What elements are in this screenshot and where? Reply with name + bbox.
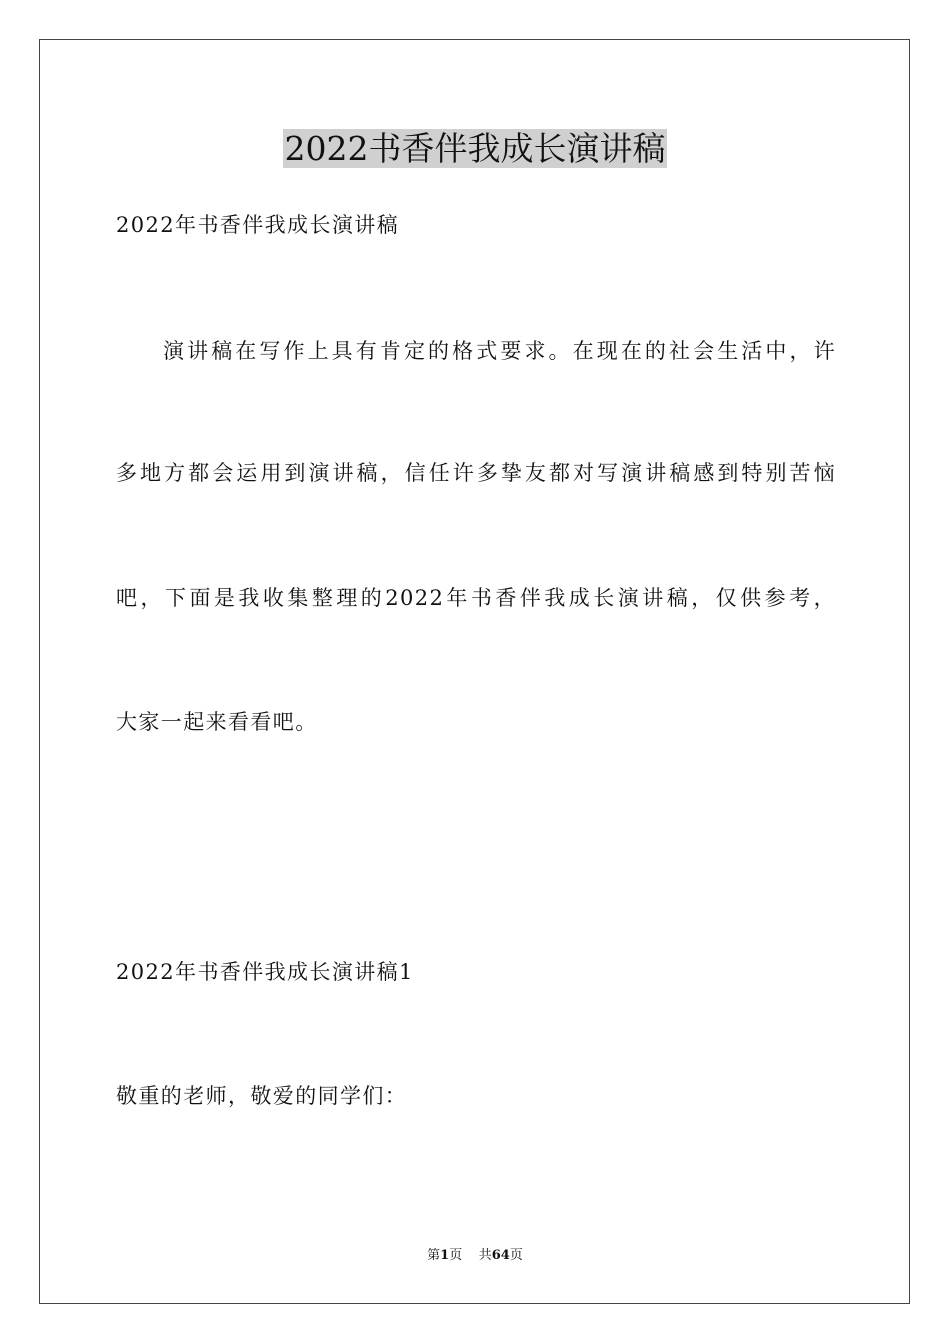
paragraph-line-3: 吧，下面是我收集整理的2022年书香伴我成长演讲稿，仅供参考， (116, 586, 836, 610)
footer-page-unit: 页 (449, 1248, 463, 1263)
footer-page-number: 1 (440, 1248, 450, 1263)
paragraph-line-4: 大家一起来看看吧。 (116, 710, 318, 734)
document-title (0, 128, 950, 170)
footer-page-prefix: 第 (427, 1248, 441, 1263)
paragraph-line-2: 多地方都会运用到演讲稿，信任许多挚友都对写演讲稿感到特别苦恼 (116, 461, 836, 485)
salutation-line: 敬重的老师，敬爱的同学们： (116, 1084, 408, 1108)
footer-total-prefix: 共 (478, 1248, 492, 1263)
page-footer (0, 1247, 950, 1265)
paragraph-line-1: 演讲稿在写作上具有肯定的格式要求。在现在的社会生活中，许 (163, 339, 836, 363)
footer-total-pages: 64 (491, 1248, 510, 1263)
footer-total-unit: 页 (509, 1248, 523, 1263)
document-title-text: 2022书香伴我成长演讲稿 (284, 129, 666, 168)
subtitle-line: 2022年书香伴我成长演讲稿 (116, 213, 400, 237)
section-heading: 2022年书香伴我成长演讲稿1 (116, 960, 414, 984)
